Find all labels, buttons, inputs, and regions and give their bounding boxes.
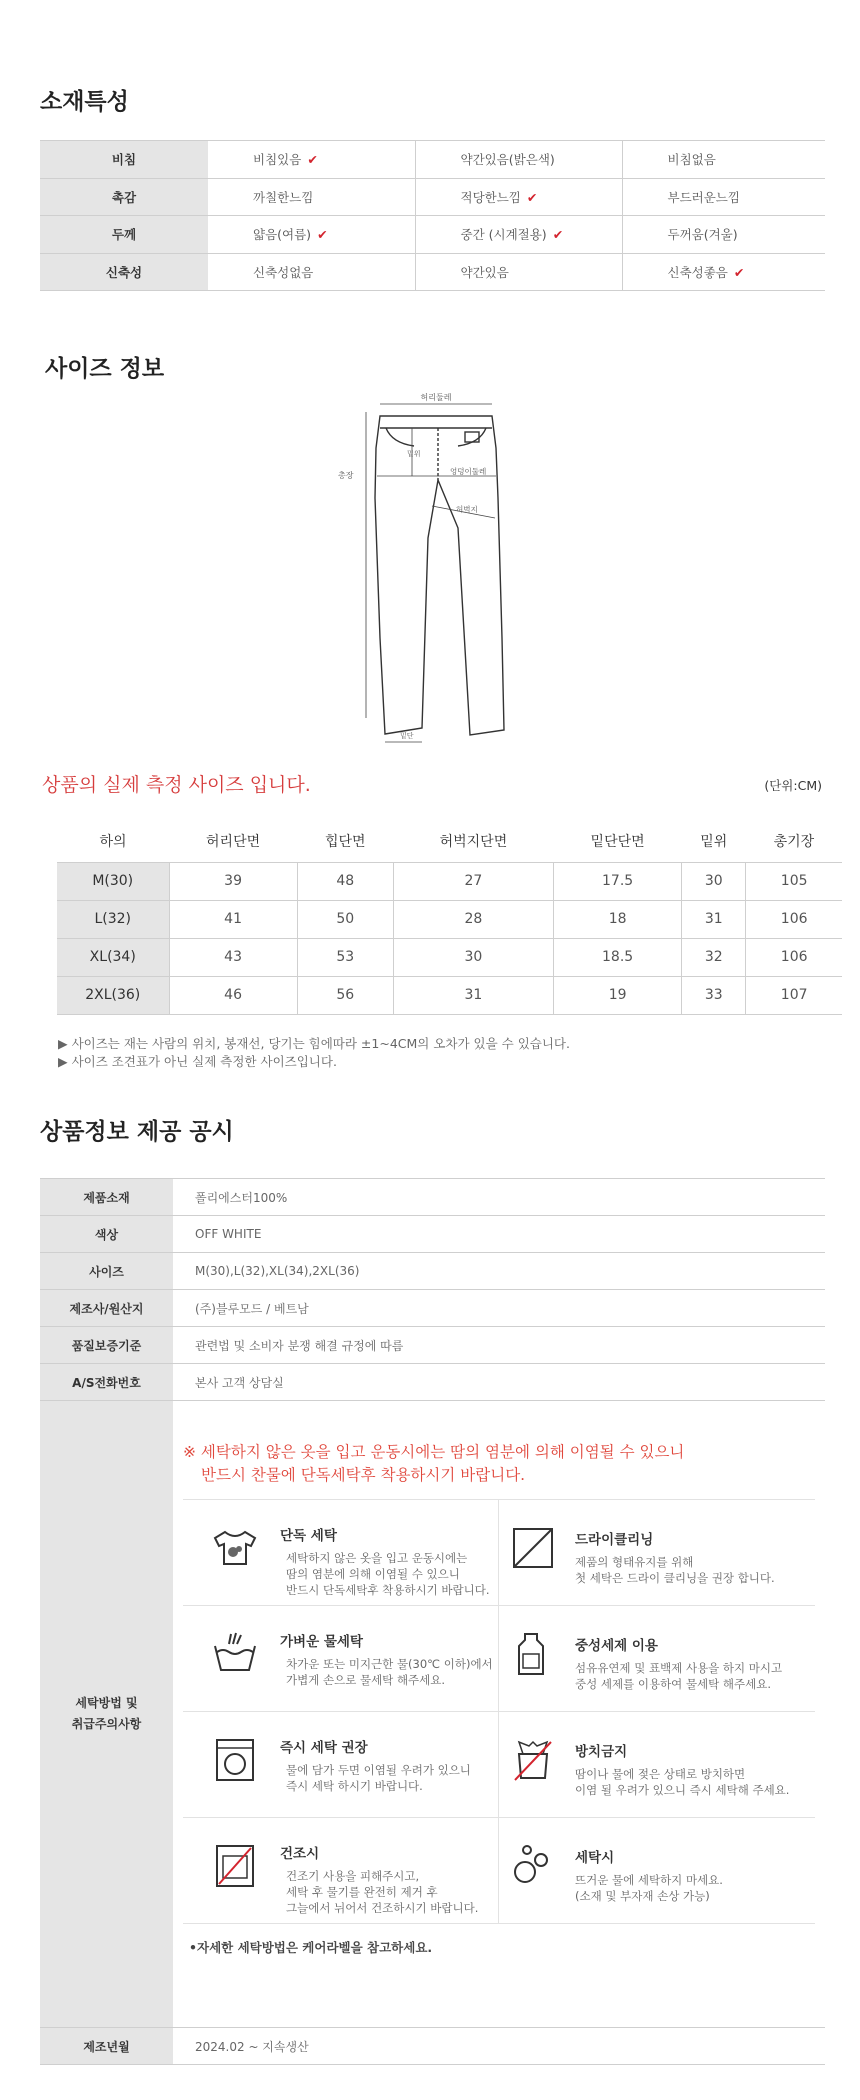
material-row <box>40 253 825 291</box>
size-header: 하의 <box>99 833 127 850</box>
care-text-line: 첫 세탁은 드라이 클리닝을 권장 합니다. <box>575 1571 775 1585</box>
material-option <box>208 253 415 291</box>
warning-line: 반드시 찬물에 단독세탁후 착용하시기 바랍니다. <box>201 1466 526 1484</box>
care-warning <box>183 1441 825 1487</box>
size-header: 허벅지단면 <box>439 833 508 850</box>
size-header: 허리단면 <box>206 833 261 850</box>
diagram-label-hip: 엉덩이둘레 <box>450 467 487 476</box>
size-subtitle: 상품의 실제 측정 사이즈 입니다. <box>42 774 311 796</box>
care-text-line: 중성 세제를 이용하여 물세탁 해주세요. <box>575 1677 772 1691</box>
care-item-text <box>575 1766 789 1798</box>
option-text: 부드러운느낌 <box>667 189 740 205</box>
check-icon: ✔ <box>317 227 328 243</box>
care-text-line: 그늘에서 뉘어서 건조하시기 바랍니다. <box>286 1901 479 1915</box>
care-item-text <box>575 1660 782 1692</box>
size-cell: 50 <box>297 900 393 938</box>
care-label: 세탁방법 및 취급주의사항 <box>71 1696 142 1731</box>
detergent-icon <box>509 1630 557 1678</box>
material-option <box>622 216 825 254</box>
size-header: 총기장 <box>773 833 815 850</box>
care-item-text <box>286 1550 489 1598</box>
notice-label: A/S전화번호 <box>40 1364 173 1401</box>
care-text-line: 세탁하지 않은 옷을 입고 운동시에는 <box>286 1551 468 1565</box>
washing-machine-icon <box>211 1736 259 1784</box>
care-item-text <box>575 1554 775 1586</box>
notice-label: 사이즈 <box>40 1253 173 1290</box>
notice-value: (주)블루모드 / 베트남 <box>173 1290 825 1327</box>
notice-value: 관련법 및 소비자 분쟁 해결 규정에 따름 <box>173 1327 825 1364</box>
care-item-text <box>286 1762 471 1794</box>
size-cell: 105 <box>746 862 842 900</box>
bubbles-icon <box>509 1842 557 1890</box>
notice-row <box>40 1327 825 1364</box>
size-cell: 17.5 <box>554 862 682 900</box>
care-item <box>499 1606 815 1712</box>
size-cell: 39 <box>169 862 297 900</box>
size-cell: 31 <box>393 976 553 1014</box>
material-row-label: 촉감 <box>40 178 208 216</box>
diagram-label-thigh: 허벅지 <box>456 505 478 514</box>
size-cell: 106 <box>746 900 842 938</box>
material-row-label: 두께 <box>40 216 208 254</box>
option-text: 신축성좋음 <box>667 264 728 280</box>
size-note: ▶ 사이즈는 재는 사람의 위치, 봉재선, 당기는 힘에따라 ±1~4CM의 오차가 있을 수 있습니다. <box>58 1036 570 1051</box>
notice-label: 제조사/원산지 <box>40 1290 173 1327</box>
size-cell: 28 <box>393 900 553 938</box>
size-cell: 30 <box>682 862 746 900</box>
size-info-title: 사이즈 정보 <box>45 356 165 382</box>
care-item-title: 단독 세탁 <box>280 1528 337 1544</box>
material-option <box>622 178 825 216</box>
date-value: 2024.02 ~ 지속생산 <box>173 2028 825 2065</box>
size-row <box>57 900 842 938</box>
material-title: 소재특성 <box>40 89 129 115</box>
option-text: 비침없음 <box>667 152 716 168</box>
care-item-title: 즉시 세탁 권장 <box>280 1740 368 1756</box>
size-notes <box>58 1035 570 1071</box>
material-option <box>415 253 622 291</box>
size-row <box>57 862 842 900</box>
care-grid <box>183 1499 815 1924</box>
no-soak-icon <box>509 1736 557 1784</box>
notice-row <box>40 1290 825 1327</box>
pants-diagram <box>330 388 530 748</box>
size-cell: 56 <box>297 976 393 1014</box>
material-row-label: 신축성 <box>40 253 208 291</box>
check-icon: ✔ <box>307 152 318 168</box>
care-item-text <box>286 1868 478 1916</box>
care-item <box>499 1712 815 1818</box>
size-note: ▶ 사이즈 조견표가 아닌 실제 측정한 사이즈입니다. <box>58 1054 337 1069</box>
size-cell: 27 <box>393 862 553 900</box>
diagram-label-hem: 밑단 <box>400 732 414 740</box>
tshirt-icon <box>211 1524 259 1572</box>
notice-value: 폴리에스터100% <box>173 1179 825 1216</box>
material-row <box>40 141 825 179</box>
size-cell: 48 <box>297 862 393 900</box>
care-text-line: 건조기 사용을 피해주시고, <box>286 1869 420 1883</box>
material-row <box>40 178 825 216</box>
care-item <box>183 1818 499 1924</box>
care-text-line: 이염 될 우려가 있으니 즉시 세탁해 주세요. <box>575 1783 790 1797</box>
material-option <box>208 178 415 216</box>
option-text: 적당한느낌 <box>460 189 521 205</box>
option-text: 두꺼움(겨울) <box>667 227 738 243</box>
size-cell: XL(34) <box>57 938 169 976</box>
care-item <box>183 1712 499 1818</box>
size-cell: 43 <box>169 938 297 976</box>
material-option <box>622 141 825 179</box>
size-header: 밑단단면 <box>590 833 645 850</box>
material-option <box>208 141 415 179</box>
size-table <box>57 820 842 1015</box>
warning-line: ※ 세탁하지 않은 옷을 입고 운동시에는 땀의 염분에 의해 이염될 수 있으니 <box>183 1443 685 1461</box>
material-option <box>622 253 825 291</box>
material-row <box>40 216 825 254</box>
care-label-cell <box>40 1401 173 2028</box>
size-header: 힙단면 <box>324 833 366 850</box>
care-item-title: 드라이클리닝 <box>575 1532 654 1548</box>
material-option <box>208 216 415 254</box>
diagram-label-rise: 밑위 <box>407 450 421 458</box>
diagram-label-length: 총장 <box>338 471 354 480</box>
date-label: 제조년월 <box>40 2028 173 2065</box>
size-cell: 33 <box>682 976 746 1014</box>
care-text-line: 세탁 후 물기를 완전히 제거 후 <box>286 1885 438 1899</box>
notice-label: 색상 <box>40 1216 173 1253</box>
care-item-title: 중성세제 이용 <box>575 1638 658 1654</box>
option-text: 신축성없음 <box>253 264 314 280</box>
care-item-title: 방치금지 <box>575 1744 628 1760</box>
notice-row <box>40 1216 825 1253</box>
care-text-line: 가볍게 손으로 물세탁 해주세요. <box>286 1673 446 1687</box>
notice-value: M(30),L(32),XL(34),2XL(36) <box>173 1253 825 1290</box>
size-cell: 46 <box>169 976 297 1014</box>
care-text-line: 땀이나 물에 젖은 상태로 방치하면 <box>575 1767 746 1781</box>
notice-row <box>40 1253 825 1290</box>
size-row <box>57 976 842 1014</box>
size-cell: 30 <box>393 938 553 976</box>
size-cell: M(30) <box>57 862 169 900</box>
care-text-line: 뜨거운 물에 세탁하지 마세요. <box>575 1873 723 1887</box>
size-cell: L(32) <box>57 900 169 938</box>
size-row <box>57 938 842 976</box>
option-text: 비침있음 <box>253 152 302 168</box>
option-text: 얇음(여름) <box>253 227 312 243</box>
size-cell: 18.5 <box>554 938 682 976</box>
care-text-line: 즉시 세탁 하시기 바랍니다. <box>286 1779 423 1793</box>
hand-wash-icon <box>211 1630 259 1678</box>
check-icon: ✔ <box>733 264 745 280</box>
care-item-title: 세탁시 <box>575 1850 615 1866</box>
size-cell: 107 <box>746 976 842 1014</box>
no-dryer-icon <box>211 1842 259 1890</box>
care-text-line: 섬유유연제 및 표백제 사용을 하지 마시고 <box>575 1661 783 1675</box>
material-row-label: 비침 <box>40 141 208 179</box>
notice-value: 본사 고객 상담실 <box>173 1364 825 1401</box>
material-option <box>415 178 622 216</box>
care-item-title: 건조시 <box>280 1846 320 1862</box>
size-cell: 41 <box>169 900 297 938</box>
care-cell <box>173 1401 825 2028</box>
care-text-line: 땀의 염분에 의해 이염될 수 있으니 <box>286 1567 460 1581</box>
option-text: 중간 (시계절용) <box>460 227 547 243</box>
option-text: 까칠한느낌 <box>253 189 314 205</box>
notice-label: 제품소재 <box>40 1179 173 1216</box>
notice-title: 상품정보 제공 공시 <box>40 1119 234 1145</box>
material-table <box>40 140 825 291</box>
notice-row <box>40 1364 825 1401</box>
option-text: 약간있음 <box>460 264 509 280</box>
size-cell: 106 <box>746 938 842 976</box>
notice-row <box>40 1179 825 1216</box>
size-cell: 18 <box>554 900 682 938</box>
notice-label: 품질보증기준 <box>40 1327 173 1364</box>
care-item <box>183 1500 499 1606</box>
size-cell: 31 <box>682 900 746 938</box>
size-cell: 53 <box>297 938 393 976</box>
care-text-line: 제품의 형태유지를 위해 <box>575 1555 694 1569</box>
care-item <box>183 1606 499 1712</box>
notice-table <box>40 1178 825 2065</box>
size-unit: (단위:CM) <box>764 778 822 793</box>
care-text-line: 차가운 또는 미지근한 물(30℃ 이하)에서 <box>286 1657 493 1671</box>
care-item-title: 가벼운 물세탁 <box>280 1634 363 1650</box>
size-cell: 19 <box>554 976 682 1014</box>
size-header: 밑위 <box>700 833 728 850</box>
check-icon: ✔ <box>526 189 538 205</box>
check-icon: ✔ <box>552 227 564 243</box>
care-footer: •자세한 세탁방법은 케어라벨을 참고하세요. <box>189 1940 433 1955</box>
option-text: 약간있음(밝은색) <box>460 152 555 168</box>
care-text-line: (소재 및 부자재 손상 가능) <box>575 1889 710 1903</box>
care-item <box>499 1818 815 1924</box>
care-text-line: 반드시 단독세탁후 착용하시기 바랍니다. <box>286 1583 490 1597</box>
care-item-text <box>286 1656 493 1688</box>
diagram-label-waist: 허리둘레 <box>420 393 452 402</box>
notice-value: OFF WHITE <box>173 1216 825 1253</box>
size-cell: 2XL(36) <box>57 976 169 1014</box>
material-option <box>415 141 622 179</box>
care-item-text <box>575 1872 723 1904</box>
care-item <box>499 1500 815 1606</box>
care-text-line: 물에 담가 두면 이염될 우려가 있으니 <box>286 1763 471 1777</box>
size-cell: 32 <box>682 938 746 976</box>
material-option <box>415 216 622 254</box>
dry-clean-icon <box>509 1524 557 1572</box>
